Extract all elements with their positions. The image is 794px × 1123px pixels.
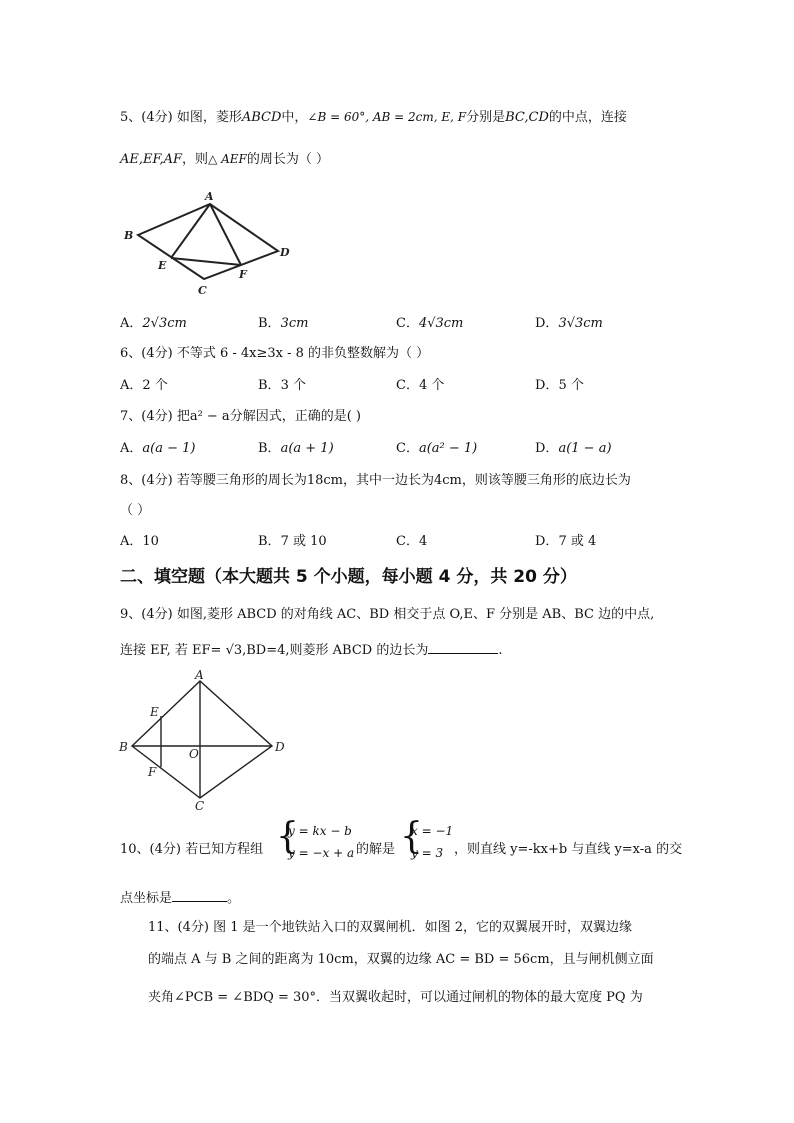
q5-label-f: F xyxy=(239,268,247,281)
q5-option-b: B．3cm xyxy=(258,316,309,331)
q8-option-b: B．7 或 10 xyxy=(258,534,327,549)
q5-label-b: B xyxy=(124,229,134,242)
q10-mid: 的解是 xyxy=(356,842,396,857)
q7-option-a: A．a(a − 1) xyxy=(120,441,196,456)
q8-option-c: C．4 xyxy=(396,534,428,549)
q5-label-a: A xyxy=(205,190,214,203)
q9-label-b: B xyxy=(119,740,128,754)
section-title: 二、填空题（本大题共 5 个小题，每小题 4 分，共 20 分） xyxy=(120,567,577,587)
q6-option-b: B．3 个 xyxy=(258,378,306,393)
q9-label-d: D xyxy=(275,740,285,754)
q8-text: 8、(4分) 若等腰三角形的周长为18cm，其中一边长为4cm，则该等腰三角形的底边长为 xyxy=(120,473,631,488)
q5-line1: 5、(4分) 如图，菱形ABCD中，∠B = 60°, AB = 2cm, E, F分别是BC,CD的中点，连接 xyxy=(120,110,627,125)
q8-text2: （ ） xyxy=(120,503,151,518)
q10-answer-blank[interactable] xyxy=(172,889,227,902)
q10-system: y = kx − b y = −x + a xyxy=(288,824,355,860)
q9-label-f: F xyxy=(148,765,157,779)
q11-line1: 11、(4分) 图 1 是一个地铁站入口的双翼闸机．如图 2，它的双翼展开时，双翼边缘 xyxy=(148,920,633,935)
q10-brace-2: { xyxy=(400,816,423,857)
q9-line1: 9、(4分) 如图,菱形 ABCD 的对角线 AC、BD 相交于点 O,E、F 分别是 AB、BC 边的中点, xyxy=(120,607,655,622)
q9-label-a: A xyxy=(195,668,204,682)
q7-option-b: B．a(a + 1) xyxy=(258,441,334,456)
q7-option-c: C．a(a² − 1) xyxy=(396,441,478,456)
q5-label-c: C xyxy=(198,284,207,297)
q5-option-d: D．3√3cm xyxy=(535,316,603,331)
q6-option-d: D．5 个 xyxy=(535,378,584,393)
q5-label-d: D xyxy=(280,246,290,259)
q8-option-a: A．10 xyxy=(120,534,159,549)
q11-line3: 夹角∠PCB = ∠BDQ = 30°．当双翼收起时，可以通过闸机的物体的最大宽度 PQ 为 xyxy=(148,990,643,1005)
q5-label-e: E xyxy=(158,259,167,272)
q9-line2: 连接 EF, 若 EF= √3,BD=4,则菱形 ABCD 的边长为 . xyxy=(120,643,503,658)
q7-option-d: D．a(1 − a) xyxy=(535,441,612,456)
q8-option-d: D．7 或 4 xyxy=(535,534,597,549)
q9-rhombus-figure xyxy=(116,668,296,813)
q5-option-c: C．4√3cm xyxy=(396,316,464,331)
q10-brace-1: { xyxy=(276,816,299,857)
q5-option-a: A．2√3cm xyxy=(120,316,187,331)
q10-prefix: 10、(4分) 若已知方程组 xyxy=(120,842,264,857)
q5-line2: AE,EF,AF，则△ AEF的周长为（ ） xyxy=(120,152,329,167)
q6-option-a: A．2 个 xyxy=(120,378,168,393)
q7-text: 7、(4分) 把a² − a分解因式，正确的是( ) xyxy=(120,409,361,424)
q11-line2: 的端点 A 与 B 之间的距离为 10cm，双翼的边缘 AC = BD = 56cm，且与闸机侧立面 xyxy=(148,952,654,967)
q9-answer-blank[interactable] xyxy=(428,641,498,654)
q6-option-c: C．4 个 xyxy=(396,378,445,393)
q9-label-o: O xyxy=(189,747,199,761)
q6-text: 6、(4分) 不等式 6 - 4x≥3x - 8 的非负整数解为（ ） xyxy=(120,346,430,361)
q9-label-e: E xyxy=(150,705,159,719)
q10-solution: x = −1 y = 3 xyxy=(411,824,454,860)
q10-suffix: ，则直线 y=-kx+b 与直线 y=x-a 的交 xyxy=(454,842,683,857)
q5-rhombus-figure xyxy=(118,188,298,300)
q9-label-c: C xyxy=(195,799,205,813)
q10-line2: 点坐标是 。 xyxy=(120,891,241,906)
